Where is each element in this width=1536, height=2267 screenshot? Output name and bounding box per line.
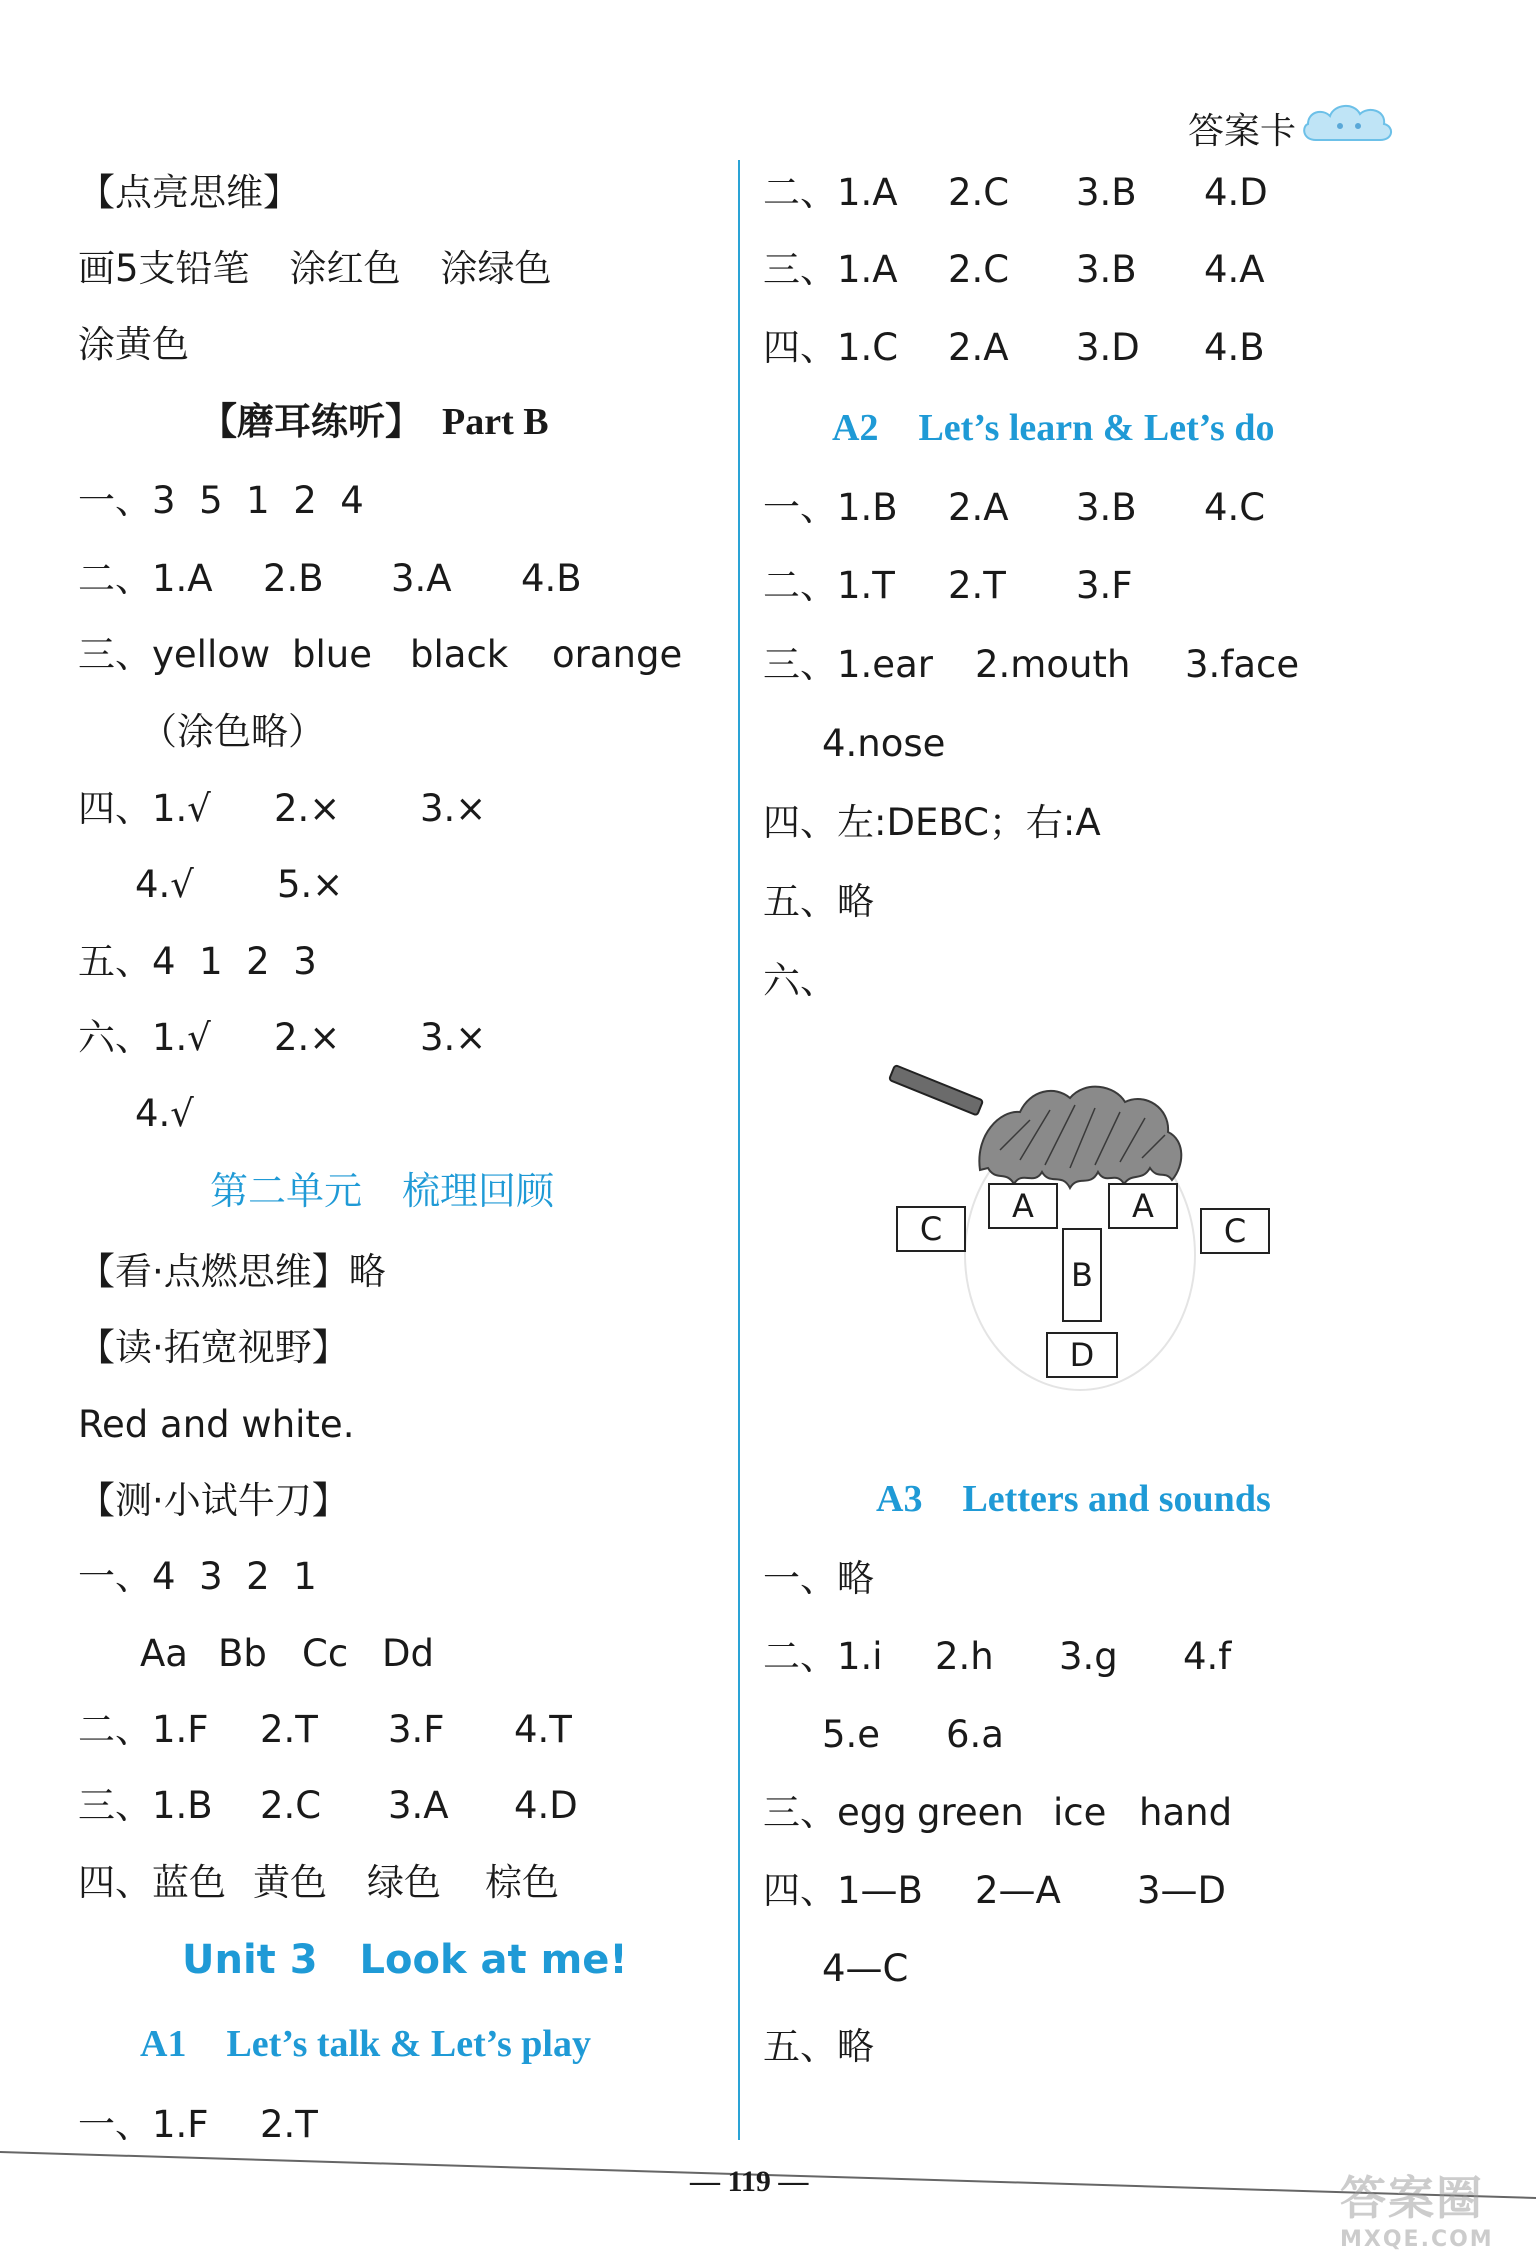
item: 3.B bbox=[1076, 248, 1137, 291]
left-line-14: 【读·拓宽视野】 bbox=[78, 1326, 349, 1369]
right-heading-a3 bbox=[876, 1480, 1271, 1518]
item: 4.B bbox=[1204, 326, 1265, 369]
heading-part: Let’s learn & Let’s do bbox=[918, 407, 1275, 449]
item: 三、yellow bbox=[78, 633, 271, 676]
heading-part: A2 bbox=[832, 407, 879, 449]
item: 四、蓝色 bbox=[78, 1861, 226, 1904]
right-line-1 bbox=[763, 171, 1268, 214]
item: 2.C bbox=[260, 1784, 322, 1827]
item: 二、1.T bbox=[763, 564, 895, 607]
item: 5.× bbox=[277, 863, 344, 906]
face-box-right-ear: C bbox=[1200, 1208, 1270, 1254]
heading-part: Look at me! bbox=[359, 1937, 628, 1983]
left-line-6 bbox=[78, 633, 683, 676]
face-box-left-ear: C bbox=[896, 1206, 966, 1252]
left-line-4: 一、3 5 1 2 4 bbox=[78, 479, 364, 522]
right-line-14 bbox=[763, 1791, 1233, 1834]
item: 2.T bbox=[948, 564, 1006, 607]
item: 画5支铅笔 bbox=[78, 247, 250, 290]
item: 2.T bbox=[260, 2103, 318, 2146]
item: 3.B bbox=[1076, 171, 1137, 214]
column-divider bbox=[738, 160, 740, 2140]
item: 2.T bbox=[260, 1708, 318, 1751]
item: 涂绿色 bbox=[440, 247, 552, 290]
page-number: — 119 — bbox=[690, 2165, 809, 2198]
right-line-15 bbox=[763, 1869, 1227, 1912]
right-line-16: 4—C bbox=[822, 1947, 909, 1990]
item: 2.mouth bbox=[975, 643, 1131, 686]
left-line-17: 一、4 3 2 1 bbox=[78, 1555, 317, 1598]
left-line-9 bbox=[135, 863, 344, 906]
item: 3.A bbox=[388, 1784, 449, 1827]
item: 三、1.ear bbox=[763, 643, 933, 686]
header-title: 答案卡 bbox=[1188, 111, 1297, 152]
left-line-3: 涂黄色 bbox=[78, 323, 189, 366]
item: 2.× bbox=[274, 787, 341, 830]
item: 2.C bbox=[948, 248, 1010, 291]
left-line-16: 【测·小试牛刀】 bbox=[78, 1479, 349, 1522]
left-line-22 bbox=[78, 2103, 318, 2146]
right-line-17: 五、略 bbox=[763, 2025, 874, 2068]
heading-part: 第二单元 bbox=[210, 1169, 363, 1213]
item: 4.D bbox=[514, 1784, 578, 1827]
right-line-2 bbox=[763, 248, 1265, 291]
item: 2.A bbox=[948, 326, 1009, 369]
item: 2.A bbox=[948, 486, 1009, 529]
item: orange bbox=[552, 633, 683, 676]
item: 3.g bbox=[1059, 1635, 1118, 1678]
item: blue bbox=[292, 633, 372, 676]
face-box-nose: B bbox=[1062, 1228, 1102, 1322]
item: 4.T bbox=[514, 1708, 572, 1751]
item: green bbox=[917, 1791, 1024, 1834]
watermark-text: 答案圈 bbox=[1340, 2171, 1484, 2225]
watermark-url: MXQE.COM bbox=[1340, 2227, 1494, 2252]
item: 三、1.A bbox=[763, 248, 898, 291]
item: 二、1.A bbox=[78, 557, 213, 600]
item: 2.h bbox=[935, 1635, 994, 1678]
item: 绿色 bbox=[367, 1861, 441, 1904]
heading-part: A1 bbox=[140, 2023, 187, 2065]
face-box-left-eye: A bbox=[988, 1183, 1058, 1229]
item: 六、1.√ bbox=[78, 1016, 211, 1059]
heading-part: Let’s talk & Let’s play bbox=[226, 2023, 591, 2065]
left-line-5 bbox=[78, 557, 582, 600]
item: 一、1.F bbox=[78, 2103, 209, 2146]
item: 4.A bbox=[1204, 248, 1265, 291]
right-line-13 bbox=[822, 1713, 1004, 1756]
face-box-mouth: D bbox=[1046, 1332, 1118, 1378]
left-line-13: 【看·点燃思维】略 bbox=[78, 1250, 386, 1293]
left-heading-unit3 bbox=[182, 1937, 628, 1983]
left-line-10: 五、4 1 2 3 bbox=[78, 940, 317, 983]
left-line-19 bbox=[78, 1708, 572, 1751]
left-line-7: （涂色略） bbox=[140, 710, 325, 753]
heading-part: A3 bbox=[876, 1478, 923, 1520]
left-line-20 bbox=[78, 1784, 578, 1827]
item: 4.D bbox=[1204, 171, 1268, 214]
item: Dd bbox=[382, 1632, 434, 1675]
item: 3.face bbox=[1185, 643, 1300, 686]
right-line-7: 4.nose bbox=[822, 722, 946, 765]
left-line-15: Red and white. bbox=[78, 1403, 355, 1446]
item: 4.B bbox=[521, 557, 582, 600]
item: 4.√ bbox=[135, 863, 194, 906]
item: 二、1.A bbox=[763, 171, 898, 214]
item: 四、1.C bbox=[763, 326, 899, 369]
item: 3—D bbox=[1137, 1869, 1227, 1912]
left-line-21 bbox=[78, 1861, 559, 1904]
left-heading-a1 bbox=[140, 2025, 591, 2063]
heading-part: Letters and sounds bbox=[962, 1478, 1271, 1520]
item: 4.f bbox=[1183, 1635, 1232, 1678]
item: 5.e bbox=[822, 1713, 881, 1756]
item: 2.C bbox=[948, 171, 1010, 214]
item: 3.F bbox=[1076, 564, 1133, 607]
item: 3.D bbox=[1076, 326, 1140, 369]
item: Aa bbox=[140, 1632, 188, 1675]
item: 3.B bbox=[1076, 486, 1137, 529]
item: 三、1.B bbox=[78, 1784, 213, 1827]
item: 3.A bbox=[391, 557, 452, 600]
item: 二、1.F bbox=[78, 1708, 209, 1751]
left-line-18 bbox=[140, 1632, 434, 1675]
item: 6.a bbox=[946, 1713, 1004, 1756]
heading-en: Part B bbox=[442, 401, 549, 443]
item: 4.C bbox=[1204, 486, 1266, 529]
heading-part: 梳理回顾 bbox=[402, 1169, 555, 1213]
item: black bbox=[410, 633, 509, 676]
left-line-2 bbox=[78, 247, 552, 290]
item: 棕色 bbox=[485, 1861, 559, 1904]
item: 3.× bbox=[420, 787, 487, 830]
item: Bb bbox=[218, 1632, 267, 1675]
item: hand bbox=[1139, 1791, 1233, 1834]
item: 二、1.i bbox=[763, 1635, 883, 1678]
item: 2.B bbox=[263, 557, 324, 600]
right-line-3 bbox=[763, 326, 1265, 369]
left-line-11 bbox=[78, 1016, 487, 1059]
item: 3.× bbox=[420, 1016, 487, 1059]
item: ice bbox=[1053, 1791, 1107, 1834]
left-heading-part-b bbox=[200, 400, 549, 443]
item: 3.F bbox=[388, 1708, 445, 1751]
watermark-logo bbox=[1340, 2171, 1530, 2267]
right-heading-a2 bbox=[832, 409, 1274, 447]
item: Cc bbox=[302, 1632, 349, 1675]
item: 四、1—B bbox=[763, 1869, 923, 1912]
left-line-1: 【点亮思维】 bbox=[78, 171, 300, 214]
right-line-10: 六、 bbox=[763, 959, 837, 1002]
right-line-5 bbox=[763, 564, 1133, 607]
right-line-12 bbox=[763, 1635, 1232, 1678]
left-line-8 bbox=[78, 787, 487, 830]
face-box-right-eye: A bbox=[1108, 1183, 1178, 1229]
item: 涂红色 bbox=[289, 247, 401, 290]
left-heading-unit2 bbox=[210, 1169, 555, 1213]
right-line-11: 一、略 bbox=[763, 1557, 874, 1600]
item: 2—A bbox=[975, 1869, 1061, 1912]
right-line-9: 五、略 bbox=[763, 880, 874, 923]
right-line-6 bbox=[763, 643, 1300, 686]
left-line-12: 4.√ bbox=[135, 1092, 194, 1135]
heading-cn: 【磨耳练听】 bbox=[200, 400, 422, 443]
item: 四、1.√ bbox=[78, 787, 211, 830]
item: 2.× bbox=[274, 1016, 341, 1059]
item: 一、1.B bbox=[763, 486, 898, 529]
item: 黄色 bbox=[253, 1861, 327, 1904]
heading-part: Unit 3 bbox=[182, 1937, 318, 1983]
right-line-4 bbox=[763, 486, 1266, 529]
item: 三、egg bbox=[763, 1791, 907, 1834]
cloud-decoration-icon bbox=[1300, 96, 1400, 146]
right-line-8: 四、左:DEBC；右:A bbox=[763, 801, 1101, 844]
